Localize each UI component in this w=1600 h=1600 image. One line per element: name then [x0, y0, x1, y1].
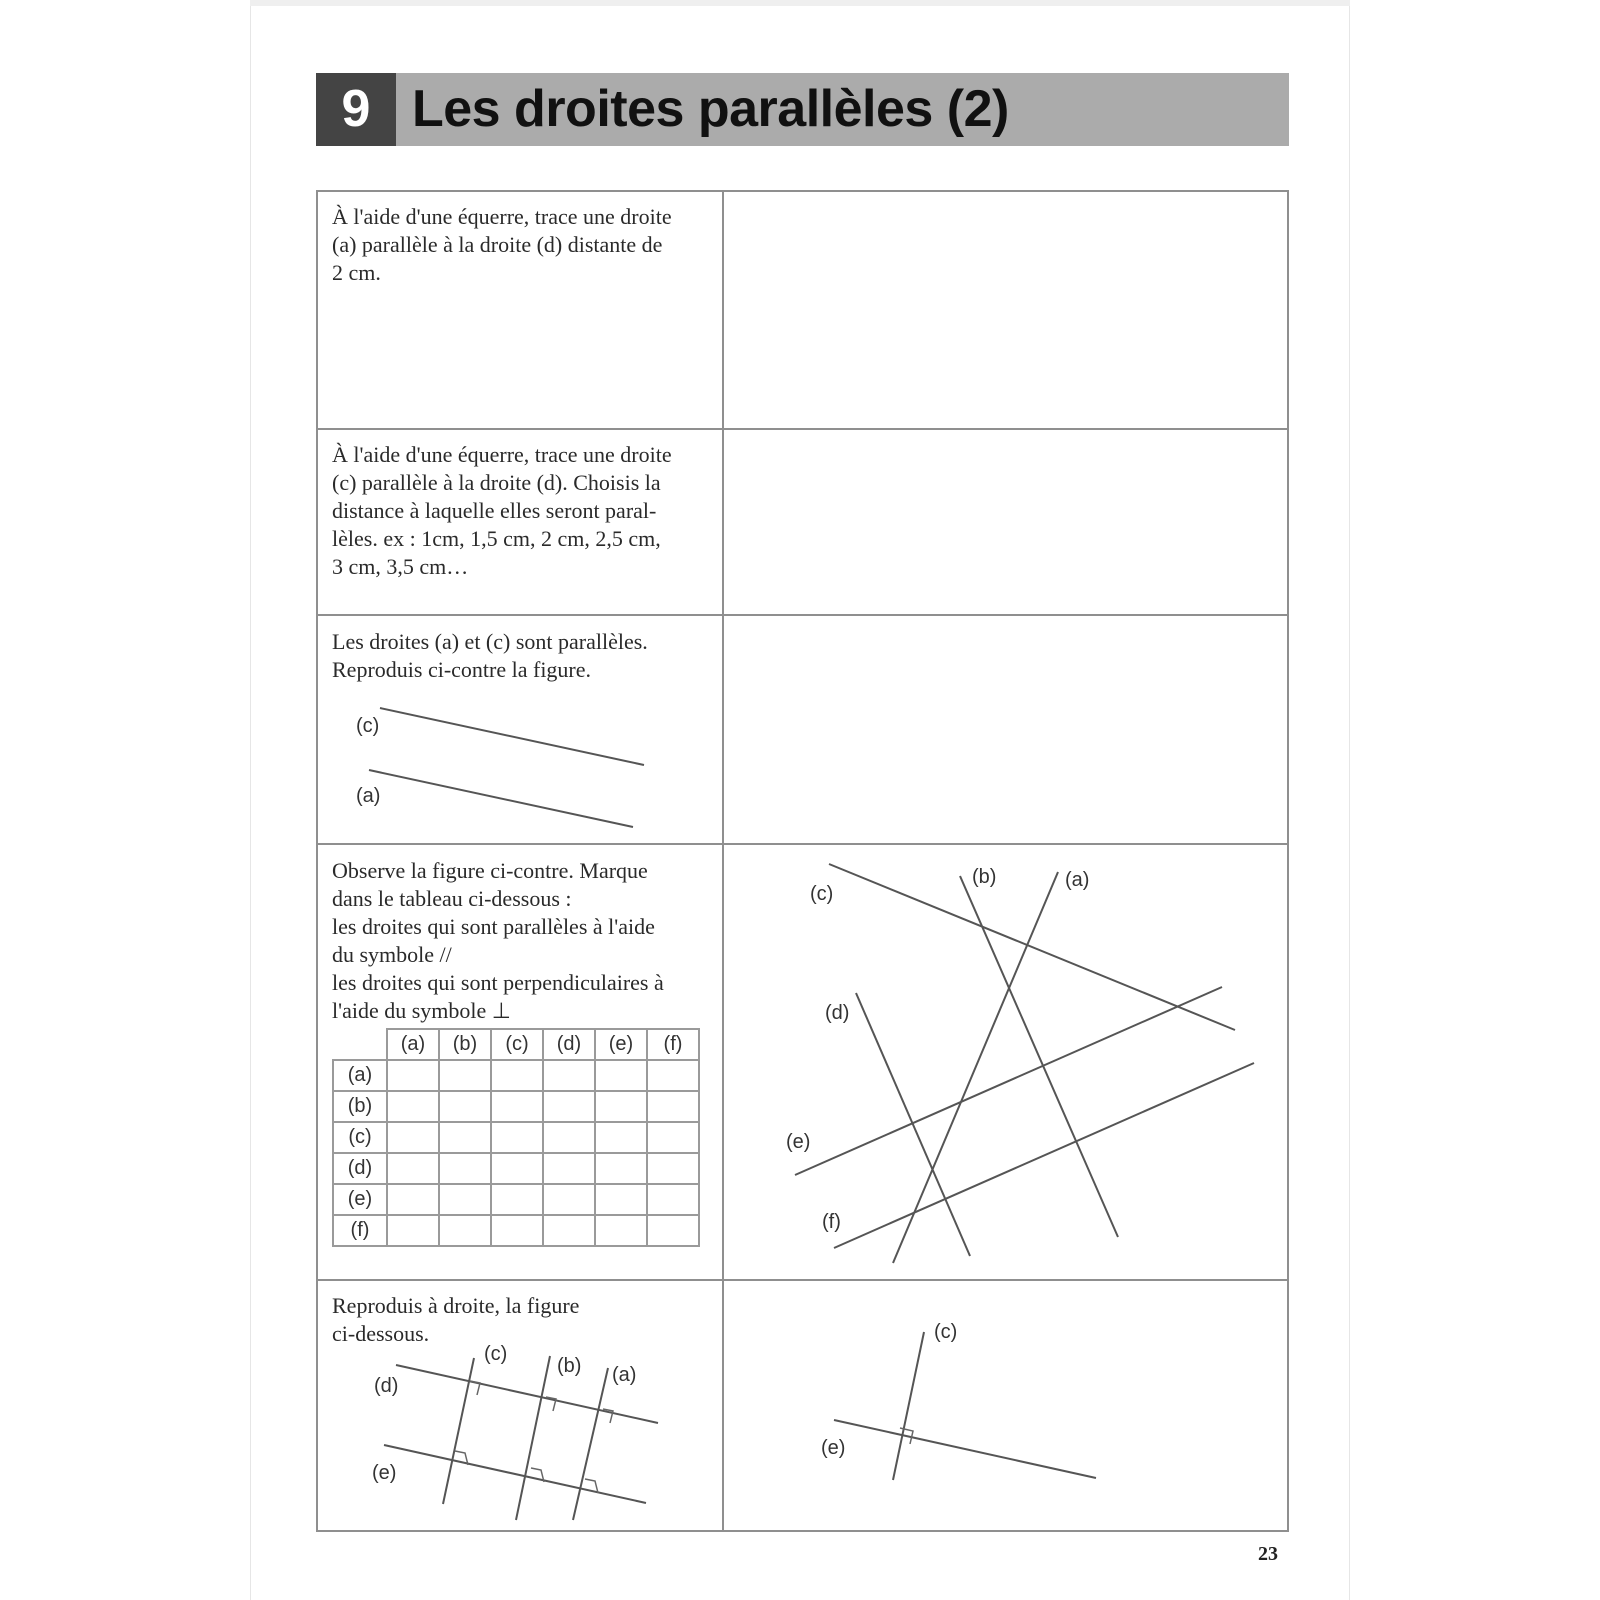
- instruction-line: Reproduis à droite, la figure: [332, 1293, 580, 1318]
- row-header: (b): [333, 1091, 387, 1122]
- intersecting-lines-figure: [786, 864, 1254, 1263]
- column-header: (d): [543, 1029, 595, 1060]
- label-c: (c): [484, 1343, 508, 1365]
- label-b: (b): [972, 866, 997, 888]
- column-header: (a): [387, 1029, 439, 1060]
- page-number: 23: [1258, 1543, 1278, 1565]
- instruction-line: Observe la figure ci-contre. Marque: [332, 858, 648, 883]
- label-c: (c): [810, 883, 834, 905]
- label-e: (e): [821, 1437, 846, 1459]
- instruction-line: Les droites (a) et (c) sont parallèles.: [332, 629, 648, 654]
- instruction-line: l'aide du symbole ⊥: [332, 998, 511, 1023]
- line-a: [893, 872, 1058, 1263]
- column-header: (b): [439, 1029, 491, 1060]
- line-c: [829, 864, 1235, 1030]
- instruction-line: Reproduis ci-contre la figure.: [332, 657, 592, 682]
- line-b: [516, 1356, 550, 1520]
- instruction-line: lèles. ex : 1cm, 1,5 cm, 2 cm, 2,5 cm,: [332, 526, 661, 551]
- exercise-number: 9: [316, 73, 396, 146]
- instruction-line: (a) parallèle à la droite (d) distante de: [332, 232, 663, 257]
- column-header: (e): [595, 1029, 647, 1060]
- line-c: [443, 1358, 474, 1504]
- parallel-lines-figure: [356, 708, 644, 827]
- column-header: (c): [491, 1029, 543, 1060]
- instruction-line: dans le tableau ci-dessous :: [332, 886, 572, 911]
- line-a: [573, 1368, 608, 1520]
- row-header: (a): [333, 1060, 387, 1091]
- label-d: (d): [825, 1002, 850, 1024]
- label-a: (a): [612, 1364, 637, 1386]
- line-c: [893, 1332, 924, 1480]
- label-c: (c): [934, 1321, 958, 1343]
- instruction-line: ci-dessous.: [332, 1321, 430, 1346]
- perpendicular-lines-figure: [821, 1321, 1096, 1480]
- instruction-line: distance à laquelle elles seront paral-: [332, 498, 657, 523]
- instruction-line: 2 cm.: [332, 260, 381, 285]
- label-e: (e): [372, 1462, 397, 1484]
- line-e: [834, 1420, 1096, 1478]
- page-title: Les droites parallèles (2): [412, 80, 1009, 138]
- instruction-line: À l'aide d'une équerre, trace une droite: [332, 442, 672, 467]
- label-a: (a): [356, 785, 381, 807]
- label-f: (f): [822, 1211, 841, 1233]
- label-b: (b): [557, 1355, 582, 1377]
- line-f: [834, 1063, 1254, 1248]
- row-header: (d): [333, 1153, 387, 1184]
- row-header: (f): [333, 1215, 387, 1246]
- row-header: (e): [333, 1184, 387, 1215]
- label-a: (a): [1065, 869, 1090, 891]
- row-header: (c): [333, 1122, 387, 1153]
- grid-lines-figure: [372, 1343, 658, 1520]
- label-c: (c): [356, 715, 380, 737]
- instruction-line: À l'aide d'une équerre, trace une droite: [332, 204, 672, 229]
- instruction-line: (c) parallèle à la droite (d). Choisis la: [332, 470, 661, 495]
- line-e: [384, 1445, 646, 1503]
- instruction-line: du symbole //: [332, 942, 452, 967]
- line-c: [380, 708, 644, 765]
- instruction-line: les droites qui sont perpendiculaires à: [332, 970, 664, 995]
- label-d: (d): [374, 1375, 399, 1397]
- label-e: (e): [786, 1131, 811, 1153]
- column-header: (f): [647, 1029, 699, 1060]
- line-e: [795, 987, 1222, 1175]
- instruction-line: 3 cm, 3,5 cm…: [332, 554, 469, 579]
- line-a: [369, 770, 633, 827]
- instruction-line: les droites qui sont parallèles à l'aide: [332, 914, 655, 939]
